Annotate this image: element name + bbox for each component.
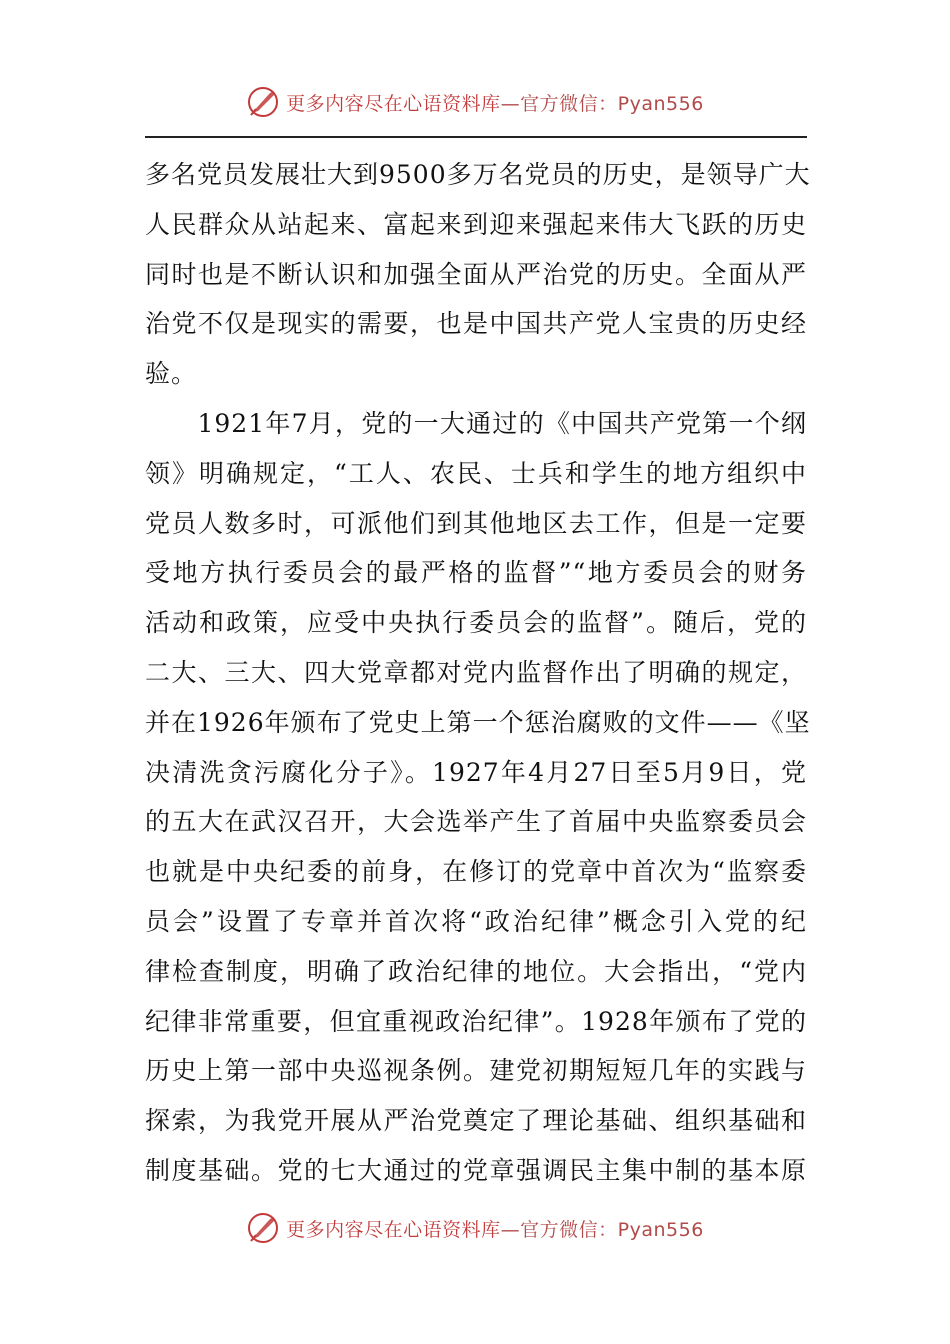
text-line: 同时也是不断认识和加强全面从严治党的历史。全面从严 bbox=[145, 259, 807, 289]
text-line: 二大、三大、四大党章都对党内监督作出了明确的规定， bbox=[145, 657, 807, 687]
quill-logo-icon bbox=[246, 85, 280, 119]
footer-watermark bbox=[0, 1208, 950, 1248]
footer-contact: —官方微信：Pyan556 bbox=[500, 1218, 704, 1241]
text-line: 员会”设置了专章并首次将“政治纪律”概念引入党的纪 bbox=[145, 906, 807, 936]
header-watermark bbox=[0, 82, 950, 122]
text-line: 律检查制度，明确了政治纪律的地位。大会指出，“党内 bbox=[145, 956, 807, 986]
text-line: 1921年7月，党的一大通过的《中国共产党第一个纲 bbox=[145, 408, 807, 438]
text-line: 多名党员发展壮大到9500多万名党员的历史，是领导广大 bbox=[145, 160, 811, 189]
text-line: 人民群众从站起来、富起来到迎来强起来伟大飞跃的历史 bbox=[145, 209, 807, 239]
text-line: 验。 bbox=[145, 359, 198, 389]
text-line: 活动和政策，应受中央执行委员会的监督”。随后，党的 bbox=[145, 608, 807, 638]
quill-logo-icon bbox=[246, 1211, 280, 1245]
text-line: 历史上第一部中央巡视条例。建党初期短短几年的实践与 bbox=[145, 1056, 807, 1086]
text-line: 受地方执行委员会的最严格的监督”“地方委员会的财务 bbox=[145, 558, 807, 588]
text-line: 的五大在武汉召开，大会选举产生了首届中央监察委员会 bbox=[145, 807, 807, 837]
text-line: 制度基础。党的七大通过的党章强调民主集中制的基本原 bbox=[145, 1155, 807, 1185]
text-line: 治党不仅是现实的需要，也是中国共产党人宝贵的历史经 bbox=[145, 309, 807, 339]
text-line: 也就是中央纪委的前身，在修订的党章中首次为“监察委 bbox=[145, 857, 807, 887]
text-line: 党员人数多时，可派他们到其他地区去工作，但是一定要 bbox=[145, 508, 807, 538]
footer-watermark-text bbox=[286, 1215, 704, 1242]
footer-brand: 更多内容尽在心语资料库 bbox=[286, 1218, 501, 1241]
text-line: 决清洗贪污腐化分子》。1927年4月27日至5月9日，党 bbox=[145, 757, 807, 787]
text-line: 领》明确规定，“工人、农民、士兵和学生的地方组织中 bbox=[145, 458, 807, 488]
text-line: 纪律非常重要，但宜重视政治纪律”。1928年颁布了党的 bbox=[145, 1006, 807, 1036]
text-line: 探索，为我党开展从严治党奠定了理论基础、组织基础和 bbox=[145, 1106, 807, 1136]
header-watermark-text bbox=[286, 89, 704, 116]
document-body bbox=[145, 150, 811, 1196]
header-divider bbox=[145, 136, 807, 138]
header-contact: —官方微信：Pyan556 bbox=[500, 92, 704, 115]
text-line: 并在1926年颁布了党史上第一个惩治腐败的文件——《坚 bbox=[145, 707, 811, 737]
header-brand: 更多内容尽在心语资料库 bbox=[286, 92, 501, 115]
